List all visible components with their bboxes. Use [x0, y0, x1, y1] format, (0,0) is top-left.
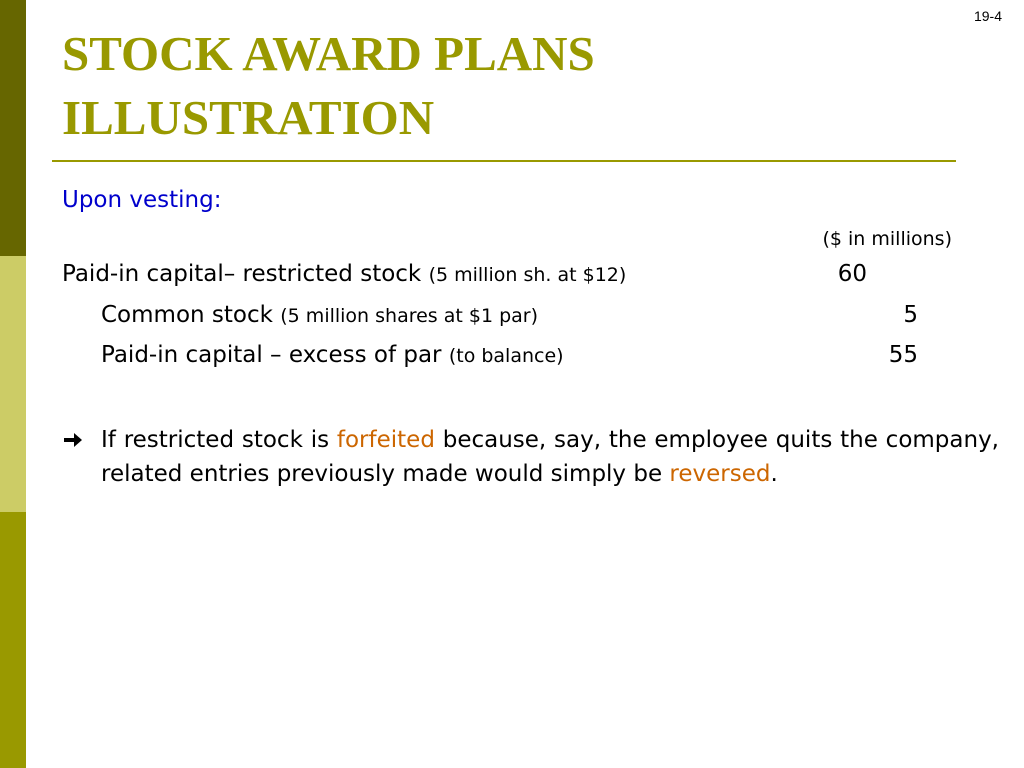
bullet-part-3: .: [770, 461, 778, 487]
entry-credit-amount-2: 55: [888, 342, 918, 368]
entry-account: Paid-in capital – excess of par: [101, 342, 442, 368]
entry-credit-amount-1: 5: [903, 302, 918, 328]
entry-account: Common stock: [101, 302, 273, 328]
entry-account: Paid-in capital– restricted stock: [62, 261, 422, 287]
bullet-part-1: If restricted stock is: [101, 427, 337, 453]
entry-debit-amount: 60: [837, 261, 867, 287]
title-line-2: ILLUSTRATION: [62, 90, 435, 145]
side-bar-middle: [0, 256, 26, 512]
entry-note: (to balance): [448, 345, 564, 367]
entry-note: (5 million shares at $1 par): [280, 305, 539, 327]
title-divider: [52, 160, 956, 162]
title-line-1: STOCK AWARD PLANS: [62, 26, 595, 81]
subheading: Upon vesting:: [62, 187, 222, 213]
highlight-reversed: reversed: [669, 461, 771, 487]
entry-credit-line-2: [101, 342, 564, 368]
slide-title: [62, 22, 962, 150]
side-bar-top: [0, 0, 26, 256]
entry-credit-line-1: [101, 302, 538, 328]
units-label: ($ in millions): [822, 228, 952, 250]
highlight-forfeited: forfeited: [336, 427, 435, 453]
bullet-text: [101, 423, 999, 491]
bullet-part-2: because, say, the employee quits the company, related entries previously made would simply be: [101, 427, 999, 487]
entry-note: (5 million sh. at $12): [428, 264, 627, 286]
arrow-right-icon: [62, 430, 84, 450]
side-bar-bottom: [0, 512, 26, 768]
slide-number: 19-4: [973, 8, 1002, 24]
entry-debit-line: [62, 261, 626, 287]
